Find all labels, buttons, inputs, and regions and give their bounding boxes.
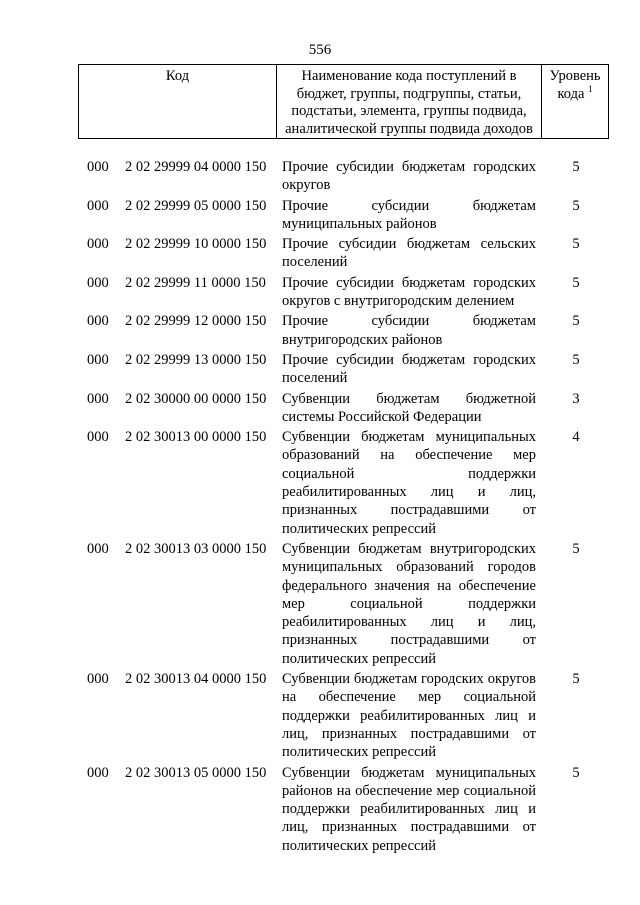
table-row [0,158,640,195]
income-name: Прочие субсидии бюджетам сельских поселений [282,236,536,271]
income-code: 2 02 29999 10 0000 150 [125,236,267,253]
income-code: 2 02 29999 12 0000 150 [125,313,267,330]
header-level-line [542,83,608,104]
income-code: 2 02 30013 03 0000 150 [125,540,267,557]
admin-code: 000 [87,540,109,557]
admin-code: 000 [87,429,109,446]
income-code: 2 02 29999 05 0000 150 [125,197,267,214]
code-level: 3 [572,390,580,407]
code-level: 5 [572,197,580,214]
header-name-line: Наименование кода поступлений в [301,68,517,84]
admin-code: 000 [87,236,109,253]
header-level [542,65,608,138]
income-name: Субвенции бюджетам городских округов на обеспечение мер социальной поддержки реабилитированных лиц и лиц, признанных пострадавшими от политических репрессий [282,671,536,761]
code-level: 4 [572,429,580,446]
header-name-line: подстатьи, элемента, группы подвида, [291,103,527,119]
income-name: Субвенции бюджетам муниципальных образований на обеспечение мер социальной поддержки реабилитированных лиц и лиц, признанных пострадавшими от политических репрессий [282,429,536,537]
income-name: Субвенции бюджетам бюджетной системы Российской Федерации [282,390,536,425]
income-name: Прочие субсидии бюджетам городских округов [282,159,536,194]
table-row [0,764,640,855]
income-name: Прочие субсидии бюджетам внутригородских районов [282,313,536,348]
admin-code: 000 [87,197,109,214]
income-name: Прочие субсидии бюджетам муниципальных районов [282,197,536,232]
code-level: 5 [572,540,580,557]
table-header [78,64,609,139]
income-code: 2 02 30013 05 0000 150 [125,764,267,781]
code-level: 5 [572,764,580,781]
table-row [0,428,640,538]
table-row [0,312,640,349]
header-name [277,65,542,138]
income-name: Субвенции бюджетам внутригородских муниципальных образований городов федерального значения на обеспечение мер социальной поддержки реабилитированных лиц и лиц, признанных пострадавшими от политических репрессий [282,540,536,667]
admin-code: 000 [87,274,109,291]
admin-code: 000 [87,351,109,368]
code-level: 5 [572,351,580,368]
income-code: 2 02 30013 04 0000 150 [125,671,267,688]
header-name-line: аналитической группы подвида доходов [285,120,533,137]
table-row [0,197,640,234]
table-row [0,274,640,311]
code-level: 5 [572,671,580,688]
admin-code: 000 [87,390,109,407]
income-code: 2 02 29999 11 0000 150 [125,274,266,291]
code-level: 5 [572,236,580,253]
table-row [0,390,640,427]
header-code: Код [79,65,277,138]
header-name-line: бюджет, группы, подгруппы, статьи, [296,85,522,102]
table-body [0,158,640,857]
income-name: Субвенции бюджетам муниципальных районов на обеспечение мер социальной поддержки реабилитированных лиц и лиц, признанных пострадавшими от политических репрессий [282,764,536,854]
income-name: Прочие субсидии бюджетам городских округов с внутригородским делением [282,274,536,310]
header-level-line: Уровень [549,68,601,84]
table-row [0,351,640,388]
code-level: 5 [572,274,580,291]
income-name: Прочие субсидии бюджетам городских поселений [282,351,536,387]
admin-code: 000 [87,313,109,330]
admin-code: 000 [87,671,109,688]
income-code: 2 02 29999 13 0000 150 [125,351,267,368]
header-level-word: кода [557,85,585,102]
footnote-marker: 1 [588,83,593,94]
income-code: 2 02 30013 00 0000 150 [125,429,267,446]
admin-code: 000 [87,764,109,781]
code-level: 5 [572,159,580,175]
page-number: 556 [308,42,332,58]
table-row [0,235,640,272]
income-code: 2 02 30000 00 0000 150 [125,390,267,407]
table-row [0,540,640,668]
table-row [0,670,640,761]
code-level: 5 [572,313,580,330]
admin-code: 000 [87,159,109,175]
income-code: 2 02 29999 04 0000 150 [125,159,267,175]
